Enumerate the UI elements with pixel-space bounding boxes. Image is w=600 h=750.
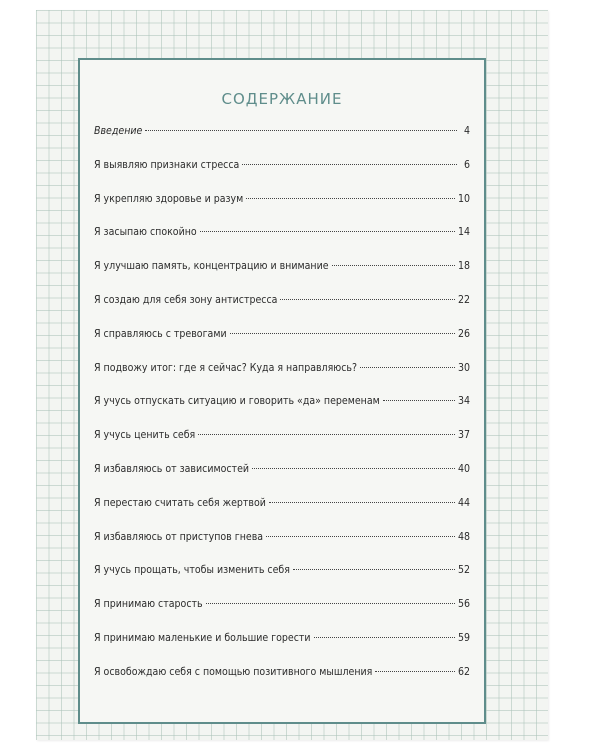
toc-entry bbox=[94, 531, 470, 565]
toc-entry-title: Я перестаю считать себя жертвой bbox=[94, 496, 266, 509]
toc-entry-page: 14 bbox=[457, 226, 470, 239]
toc-entry-page: 59 bbox=[457, 631, 470, 644]
toc-entry-page: 26 bbox=[457, 327, 470, 340]
toc-entry-title: Я принимаю маленькие и большие горести bbox=[94, 631, 311, 644]
toc-entry-title: Я избавляюсь от зависимостей bbox=[94, 462, 250, 475]
toc-entry-page: 22 bbox=[457, 293, 470, 306]
toc-entry-title: Я создаю для себя зону антистресса bbox=[94, 293, 278, 306]
toc-entry-page: 18 bbox=[457, 260, 470, 273]
toc-entry bbox=[94, 193, 470, 227]
dot-leader bbox=[280, 299, 455, 300]
dot-leader bbox=[293, 569, 455, 570]
dot-leader bbox=[246, 198, 455, 199]
toc-entry bbox=[94, 429, 470, 463]
dot-leader bbox=[332, 265, 455, 266]
contents-frame bbox=[78, 58, 486, 724]
toc-entry bbox=[94, 294, 470, 328]
toc-entry-page: 34 bbox=[457, 395, 470, 408]
toc-entry-page: 40 bbox=[457, 462, 470, 475]
toc-entry-title: Я учусь прощать, чтобы изменить себя bbox=[94, 564, 290, 577]
book-page bbox=[36, 10, 548, 740]
toc-entry-page: 4 bbox=[463, 125, 470, 137]
toc-entry bbox=[94, 497, 470, 531]
dot-leader bbox=[145, 130, 457, 131]
toc-entry-page: 48 bbox=[457, 530, 470, 543]
dot-leader bbox=[230, 333, 455, 334]
toc-entry-title: Я улучшаю память, концентрацию и внимание bbox=[94, 260, 329, 273]
toc-entry-title: Я выявляю признаки стресса bbox=[94, 158, 240, 171]
toc-entry bbox=[94, 125, 470, 159]
toc-entry-title: Я засыпаю спокойно bbox=[94, 226, 197, 239]
toc-entry bbox=[94, 666, 470, 700]
toc-entry-page: 6 bbox=[463, 158, 470, 171]
toc-entry-title: Я учусь ценить себя bbox=[94, 429, 196, 442]
toc-entry-page: 56 bbox=[457, 598, 470, 611]
toc-entry-page: 52 bbox=[457, 564, 470, 577]
toc-entry bbox=[94, 564, 470, 598]
dot-leader bbox=[360, 367, 455, 368]
toc-entry-page: 62 bbox=[457, 665, 470, 678]
toc-entry bbox=[94, 260, 470, 294]
toc-entry-page: 37 bbox=[457, 429, 470, 442]
toc-entry-title: Я укрепляю здоровье и разум bbox=[94, 192, 244, 205]
dot-leader bbox=[252, 468, 455, 469]
toc-entry-title: Я подвожу итог: где я сейчас? Куда я направляюсь? bbox=[94, 361, 358, 374]
dot-leader bbox=[383, 400, 455, 401]
toc-entry-title: Я справляюсь с тревогами bbox=[94, 327, 227, 340]
toc-entry-page: 10 bbox=[457, 192, 470, 205]
dot-leader bbox=[269, 502, 455, 503]
toc-entry-title: Я принимаю старость bbox=[94, 598, 203, 611]
toc-entry-page: 44 bbox=[457, 496, 470, 509]
toc-entry-title: Я учусь отпускать ситуацию и говорить «да» переменам bbox=[94, 395, 380, 408]
toc-entry bbox=[94, 362, 470, 396]
toc-entry bbox=[94, 159, 470, 193]
dot-leader bbox=[266, 536, 455, 537]
dot-leader bbox=[375, 671, 455, 672]
toc-entry bbox=[94, 598, 470, 632]
contents-list bbox=[94, 125, 470, 700]
toc-entry-title: Я освобождаю себя с помощью позитивного мышления bbox=[94, 665, 373, 678]
toc-entry-title: Я избавляюсь от приступов гнева bbox=[94, 530, 264, 543]
dot-leader bbox=[198, 434, 455, 435]
contents-heading: СОДЕРЖАНИЕ bbox=[221, 90, 343, 108]
dot-leader bbox=[206, 603, 455, 604]
toc-entry bbox=[94, 463, 470, 497]
dot-leader bbox=[242, 164, 457, 165]
toc-entry bbox=[94, 395, 470, 429]
toc-entry bbox=[94, 226, 470, 260]
dot-leader bbox=[200, 231, 455, 232]
toc-entry bbox=[94, 328, 470, 362]
toc-entry-page: 30 bbox=[457, 361, 470, 374]
toc-entry-title: Введение bbox=[94, 125, 143, 137]
dot-leader bbox=[314, 637, 455, 638]
toc-entry bbox=[94, 632, 470, 666]
